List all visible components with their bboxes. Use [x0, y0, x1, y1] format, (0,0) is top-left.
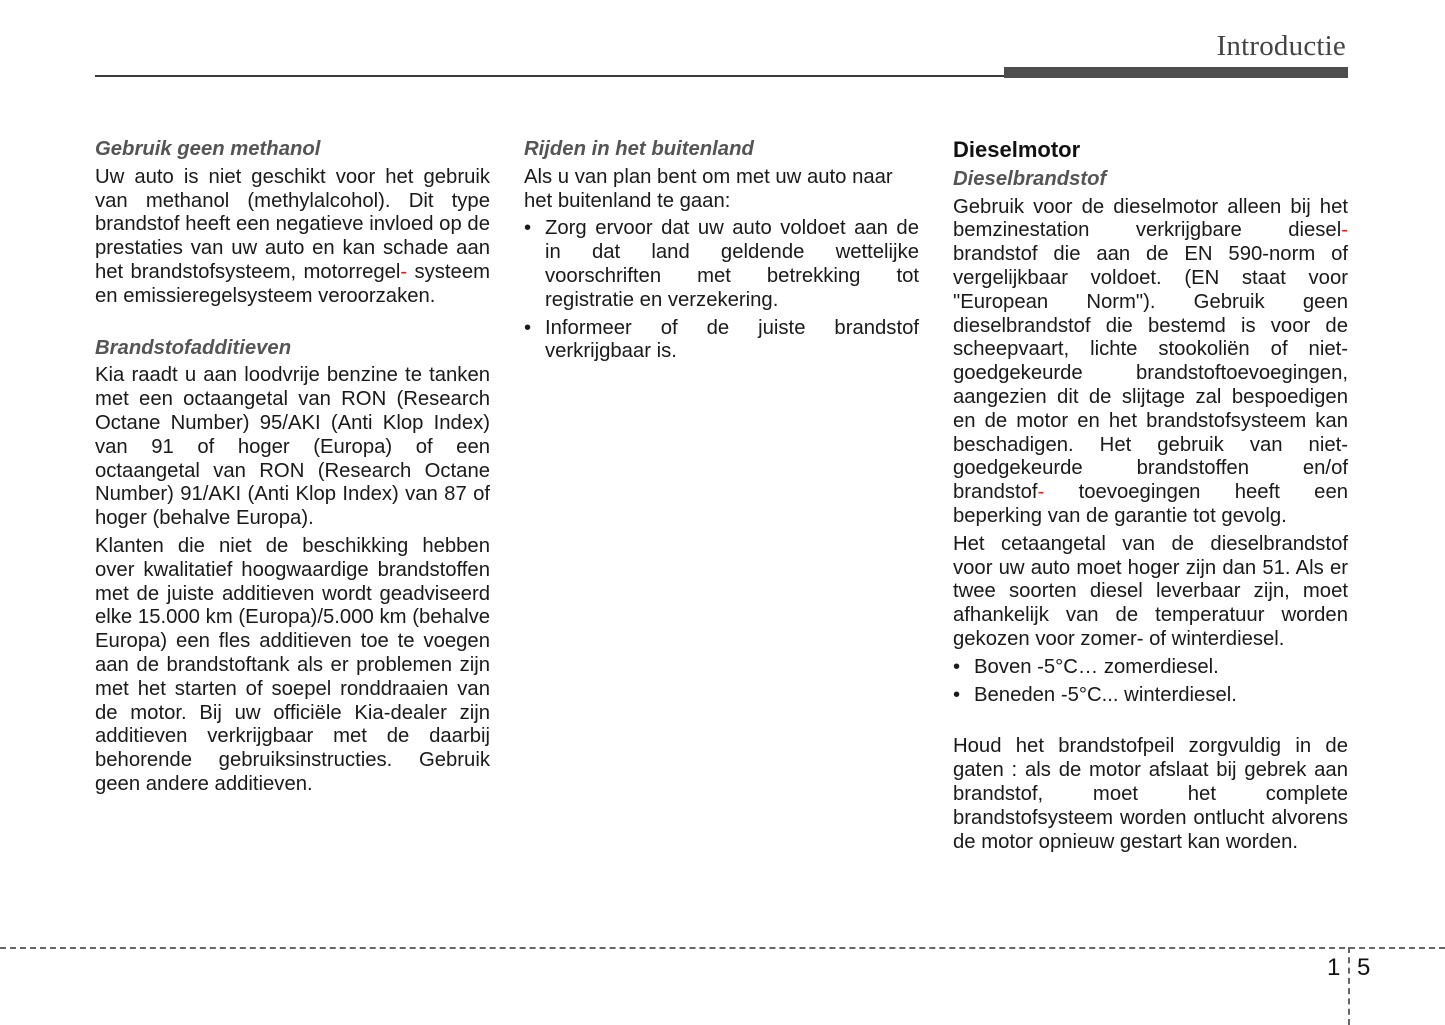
- section-heading-buitenland: Rijden in het buitenland: [524, 138, 754, 160]
- footer-divider: [0, 947, 1445, 949]
- paragraph-brandstofpeil: Houd het brandstofpeil zorgvuldig in de gaten : als de motor afslaat bij gebrek aan brandstof, moet het complete brandstofsysteem worden ontlucht alvorens de motor opnieuw gestart kan worden.: [953, 735, 1348, 853]
- list-item: • Zorg ervoor dat uw auto voldoet aan de in dat land geldende wettelijke voorschriften met betrekking tot registratie en verzekering.: [524, 217, 919, 311]
- paragraph-additieven-2: Klanten die niet de beschikking hebben over kwalitatief hoogwaardige brandstoffen met de juiste additieven wordt geadviseerd elke 15.000 km (Europa)/5.000 km (behalve Europa) een fles additieven toe te voegen aan de brandstoftank als er problemen zijn met het starten of soepel ronddraaien van de motor. Bij uw officiële Kia-dealer zijn additieven verkrijgbaar met de daarbij behorende gebruiksinstructies. Gebruik geen andere additieven.: [95, 534, 490, 795]
- header-rule: [95, 75, 1005, 77]
- column-right: [953, 138, 1348, 858]
- bullet-icon: •: [953, 655, 961, 678]
- header-rule-accent: [1004, 67, 1348, 78]
- page-number: 5: [1357, 954, 1371, 981]
- hyphen-mark: -: [1037, 481, 1045, 504]
- section-heading-dieselmotor: Dieselmotor: [953, 137, 1081, 162]
- bullet-list-diesel: [953, 656, 1348, 708]
- bullet-icon: •: [953, 683, 961, 706]
- section-subheading-dieselbrandstof: Dieselbrandstof: [953, 167, 1107, 190]
- chapter-title: Introductie: [1216, 30, 1346, 62]
- list-item: • Informeer of de juiste brandstof verkrijgbaar is.: [524, 316, 919, 363]
- bullet-icon: •: [524, 316, 532, 339]
- section-heading-methanol: Gebruik geen methanol: [95, 138, 321, 160]
- footer-page-divider: [1348, 947, 1350, 1025]
- paragraph-buitenland-intro: Als u van plan bent om met uw auto naar het buitenland te gaan:: [524, 165, 893, 212]
- bullet-list-buitenland: [524, 217, 919, 364]
- paragraph-dieselbrandstof-1: Gebruik voor de dieselmotor alleen bij het bemzinestation verkrijgbare diesel- brandstof die aan de EN 590-norm of vergelijkbaar voldoet. (EN staat voor "European Norm"). Gebruik geen dieselbrandstof die bestemd is voor de scheepvaart, lichte stookoliën of niet-goedgekeurde brandstoftoevoegingen, aangezien dit de slijtage zal bespoedigen en de motor en het brandstofsysteem kan beschadigen. Het gebruik van niet-goedgekeurde brandstoffen en/of brandstof- toevoegingen heeft een beperking van de garantie tot gevolg.: [953, 195, 1348, 527]
- page-chapter-number: 1: [1327, 954, 1341, 981]
- section-heading-additieven: Brandstofadditieven: [95, 336, 292, 359]
- list-item: • Boven -5°C… zomerdiesel.: [953, 655, 1219, 678]
- column-middle: [524, 138, 919, 368]
- hyphen-mark: -: [400, 260, 408, 283]
- hyphen-mark: -: [1341, 219, 1348, 242]
- column-left: [95, 138, 490, 801]
- paragraph-methanol: Uw auto is niet geschikt voor het gebruik van methanol (methylalcohol). Dit type brandstof heeft een negatieve invloed op de prestaties van uw auto en kan schade aan het brandstofsysteem, motorregel- systeem en emissieregelsysteem veroorzaken.: [95, 165, 490, 307]
- paragraph-dieselbrandstof-2: Het cetaangetal van de dieselbrandstof voor uw auto moet hoger zijn dan 51. Als er twee soorten diesel leverbaar zijn, moet afhankelijk van de temperatuur worden gekozen voor zomer- of winterdiesel.: [953, 532, 1348, 650]
- list-item: • Beneden -5°C... winterdiesel.: [953, 683, 1237, 706]
- bullet-icon: •: [524, 217, 532, 240]
- paragraph-additieven-1: Kia raadt u aan loodvrije benzine te tanken met een octaangetal van RON (Research Octane Number) 95/AKI (Anti Klop Index) van 91 of hoger (Europa) of een octaangetal van RON (Research Octane Number) 91/AKI (Anti Klop Index) van 87 of hoger (behalve Europa).: [95, 364, 490, 530]
